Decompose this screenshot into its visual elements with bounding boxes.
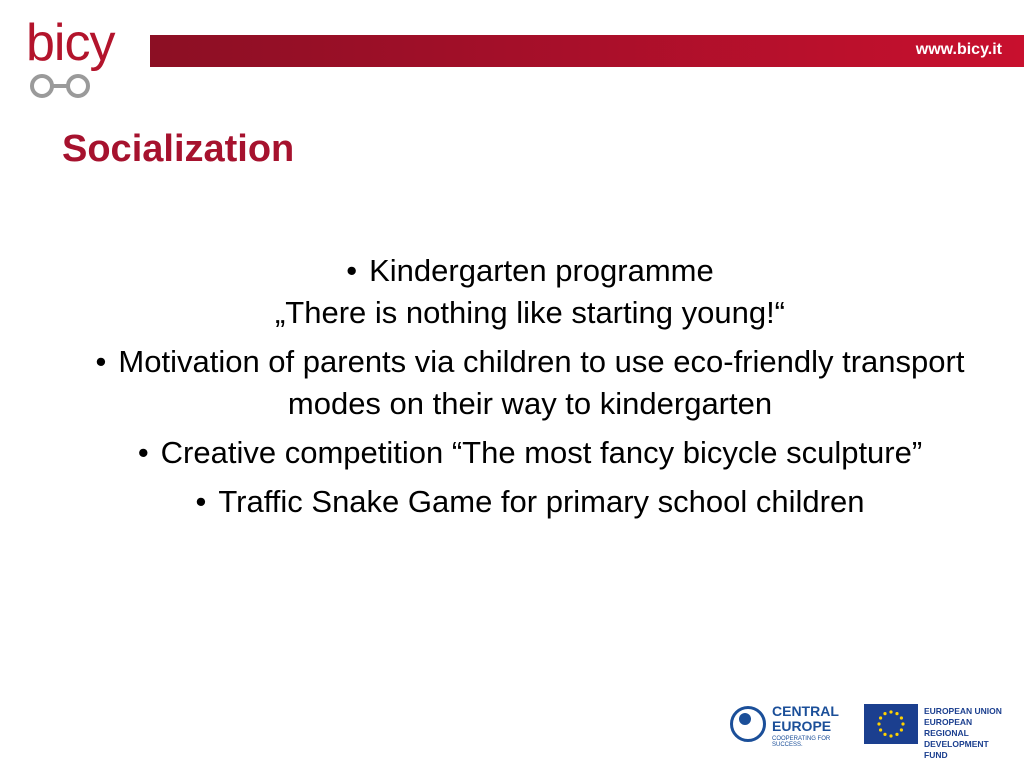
website-url[interactable]: www.bicy.it — [915, 41, 1002, 58]
bullet-symbol: • — [137, 435, 149, 470]
bicycle-wheels-icon — [28, 72, 118, 100]
central-europe-logo — [728, 700, 854, 748]
footer-logos — [728, 700, 1006, 760]
bullet-item — [60, 250, 1000, 334]
bullet-text: Traffic Snake Game for primary school children — [218, 484, 865, 519]
eu-line1: EUROPEAN UNION — [924, 706, 1002, 716]
bullet-list — [60, 250, 1000, 530]
central-europe-tagline: COOPERATING FOR SUCCESS. — [772, 736, 831, 748]
bullet-text: Creative competition “The most fancy bicycle sculpture” — [160, 435, 923, 470]
central-europe-line1: CENTRAL — [772, 703, 839, 719]
bicy-logo — [26, 14, 146, 100]
header-bar — [150, 35, 1024, 67]
bullet-item — [60, 432, 1000, 474]
bullet-text: Kindergarten programme — [369, 253, 714, 288]
bullet-symbol: • — [346, 253, 358, 288]
logo-wordmark: bicy — [26, 14, 115, 72]
bullet-item — [60, 341, 1000, 425]
central-europe-line2: EUROPE — [772, 718, 832, 734]
bullet-item — [60, 481, 1000, 523]
bullet-symbol: • — [95, 344, 107, 379]
eu-flag-icon — [864, 704, 918, 744]
eu-line2: EUROPEAN REGIONAL — [924, 717, 973, 738]
bullet-subtext: „There is nothing like starting young!“ — [274, 295, 786, 330]
eu-line3: DEVELOPMENT FUND — [924, 739, 989, 760]
slide-title: Socialization — [62, 128, 295, 170]
eu-fund-label — [924, 706, 1006, 761]
central-europe-dot-icon — [739, 713, 751, 725]
bullet-symbol: • — [195, 484, 207, 519]
bullet-text: Motivation of parents via children to use eco-friendly transport modes on their way to kindergarten — [118, 344, 965, 421]
